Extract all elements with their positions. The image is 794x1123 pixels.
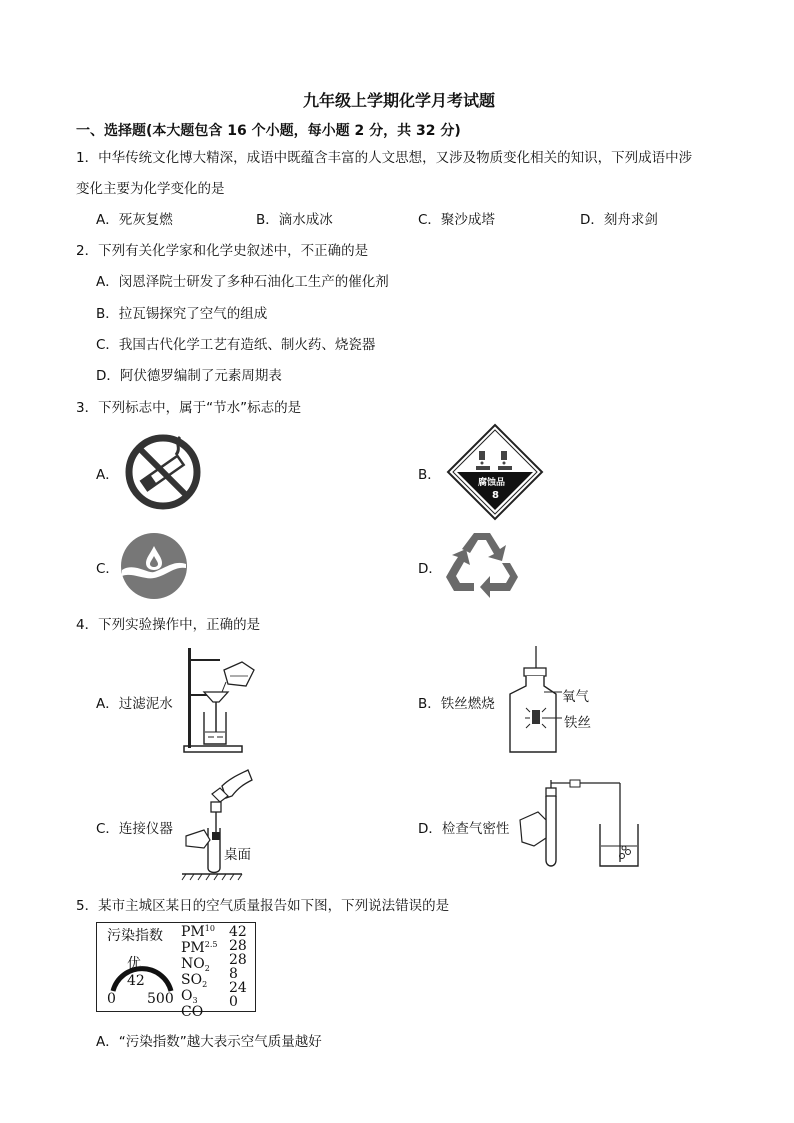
oxygen-label: 氧气 — [562, 689, 589, 705]
question-5-stem: 5．某市主城区某日的空气质量报告如下图，下列说法错误的是 — [76, 898, 450, 914]
q3-option-b[interactable]: B． — [418, 467, 441, 483]
question-3-stem: 3．下列标志中，属于“节水”标志的是 — [76, 400, 302, 416]
q2-option-b[interactable]: B．拉瓦锡探究了空气的组成 — [96, 306, 268, 322]
section-heading: 一、选择题(本大题包含 16 个小题，每小题 2 分，共 32 分) — [76, 123, 461, 139]
pollutant-row-so2: $SO_2$ — [181, 972, 208, 989]
connecting-apparatus-icon — [182, 766, 262, 884]
pollutant-row-co: CO — [181, 1004, 204, 1020]
question-1-line-2: 变化主要为化学变化的是 — [76, 181, 225, 197]
q3-option-a[interactable]: A． — [96, 467, 119, 483]
recycling-sign-icon — [444, 527, 520, 601]
pollutant-value: 0 — [229, 994, 238, 1010]
corrosive-class-number: 8 — [492, 490, 499, 501]
airtightness-check-icon — [520, 780, 642, 872]
q5-option-a[interactable]: A．“污染指数”越大表示空气质量越好 — [96, 1034, 322, 1050]
no-smoking-sign-icon — [124, 433, 202, 511]
corrosive-hazard-sign-icon — [446, 423, 544, 521]
q1-option-d[interactable]: D．刻舟求剑 — [580, 212, 658, 228]
gauge-value: 42 — [127, 973, 145, 989]
pollutant-value: 24 — [229, 980, 247, 996]
desk-label: 桌面 — [224, 847, 251, 863]
q2-option-a[interactable]: A．闵恩泽院士研发了多种石油化工生产的催化剂 — [96, 274, 389, 290]
pollutant-value: 28 — [229, 938, 247, 954]
report-title: 污染指数 — [107, 928, 163, 944]
question-4-stem: 4．下列实验操作中，正确的是 — [76, 617, 261, 633]
pollutant-row-no2: $NO_2$ — [181, 956, 210, 973]
air-quality-report — [96, 922, 256, 1020]
pollutant-row-pm10: PM$^{10}$ — [181, 924, 215, 940]
pollutant-value: 28 — [229, 952, 247, 968]
filtration-apparatus-icon — [180, 640, 260, 758]
pollutant-values — [229, 925, 247, 1009]
pollutant-value: 42 — [229, 924, 247, 940]
q4-option-c[interactable]: C．连接仪器 — [96, 821, 173, 837]
q4-option-a[interactable]: A．过滤泥水 — [96, 696, 173, 712]
quality-level: 优 — [127, 956, 141, 972]
iron-wire-combustion-icon — [504, 646, 564, 756]
q3-option-d[interactable]: D． — [418, 561, 442, 577]
q4-option-d[interactable]: D．检查气密性 — [418, 821, 510, 837]
q1-option-c[interactable]: C．聚沙成塔 — [418, 212, 495, 228]
pollutant-names — [181, 925, 218, 1021]
q4-option-b[interactable]: B．铁丝燃烧 — [418, 696, 495, 712]
page-title: 九年级上学期化学月考试题 — [303, 91, 496, 110]
q3-option-c[interactable]: C． — [96, 561, 119, 577]
q1-option-a[interactable]: A．死灰复燃 — [96, 212, 173, 228]
q2-option-d[interactable]: D．阿伏德罗编制了元素周期表 — [96, 368, 282, 384]
water-saving-sign-icon — [120, 532, 188, 600]
pollutant-row-o3: $O_3$ — [181, 988, 198, 1005]
corrosive-label: 腐蚀品 — [478, 478, 506, 488]
question-2-stem: 2．下列有关化学家和化学史叙述中，不正确的是 — [76, 243, 369, 259]
iron-wire-label: 铁丝 — [564, 715, 591, 731]
q2-option-c[interactable]: C．我国古代化学工艺有造纸、制火药、烧瓷器 — [96, 337, 376, 353]
q1-option-b[interactable]: B．滴水成冰 — [256, 212, 333, 228]
question-1-line-1: 1．中华传统文化博大精深，成语中既蕴含丰富的人文思想，又涉及物质变化相关的知识，下列成语中涉 — [76, 150, 693, 166]
pollutant-value: 8 — [229, 966, 238, 982]
pollutant-row-pm25: $PM^{2.5}$ — [181, 940, 218, 956]
gauge-min: 0 — [107, 991, 116, 1007]
gauge-max: 500 — [147, 991, 174, 1007]
